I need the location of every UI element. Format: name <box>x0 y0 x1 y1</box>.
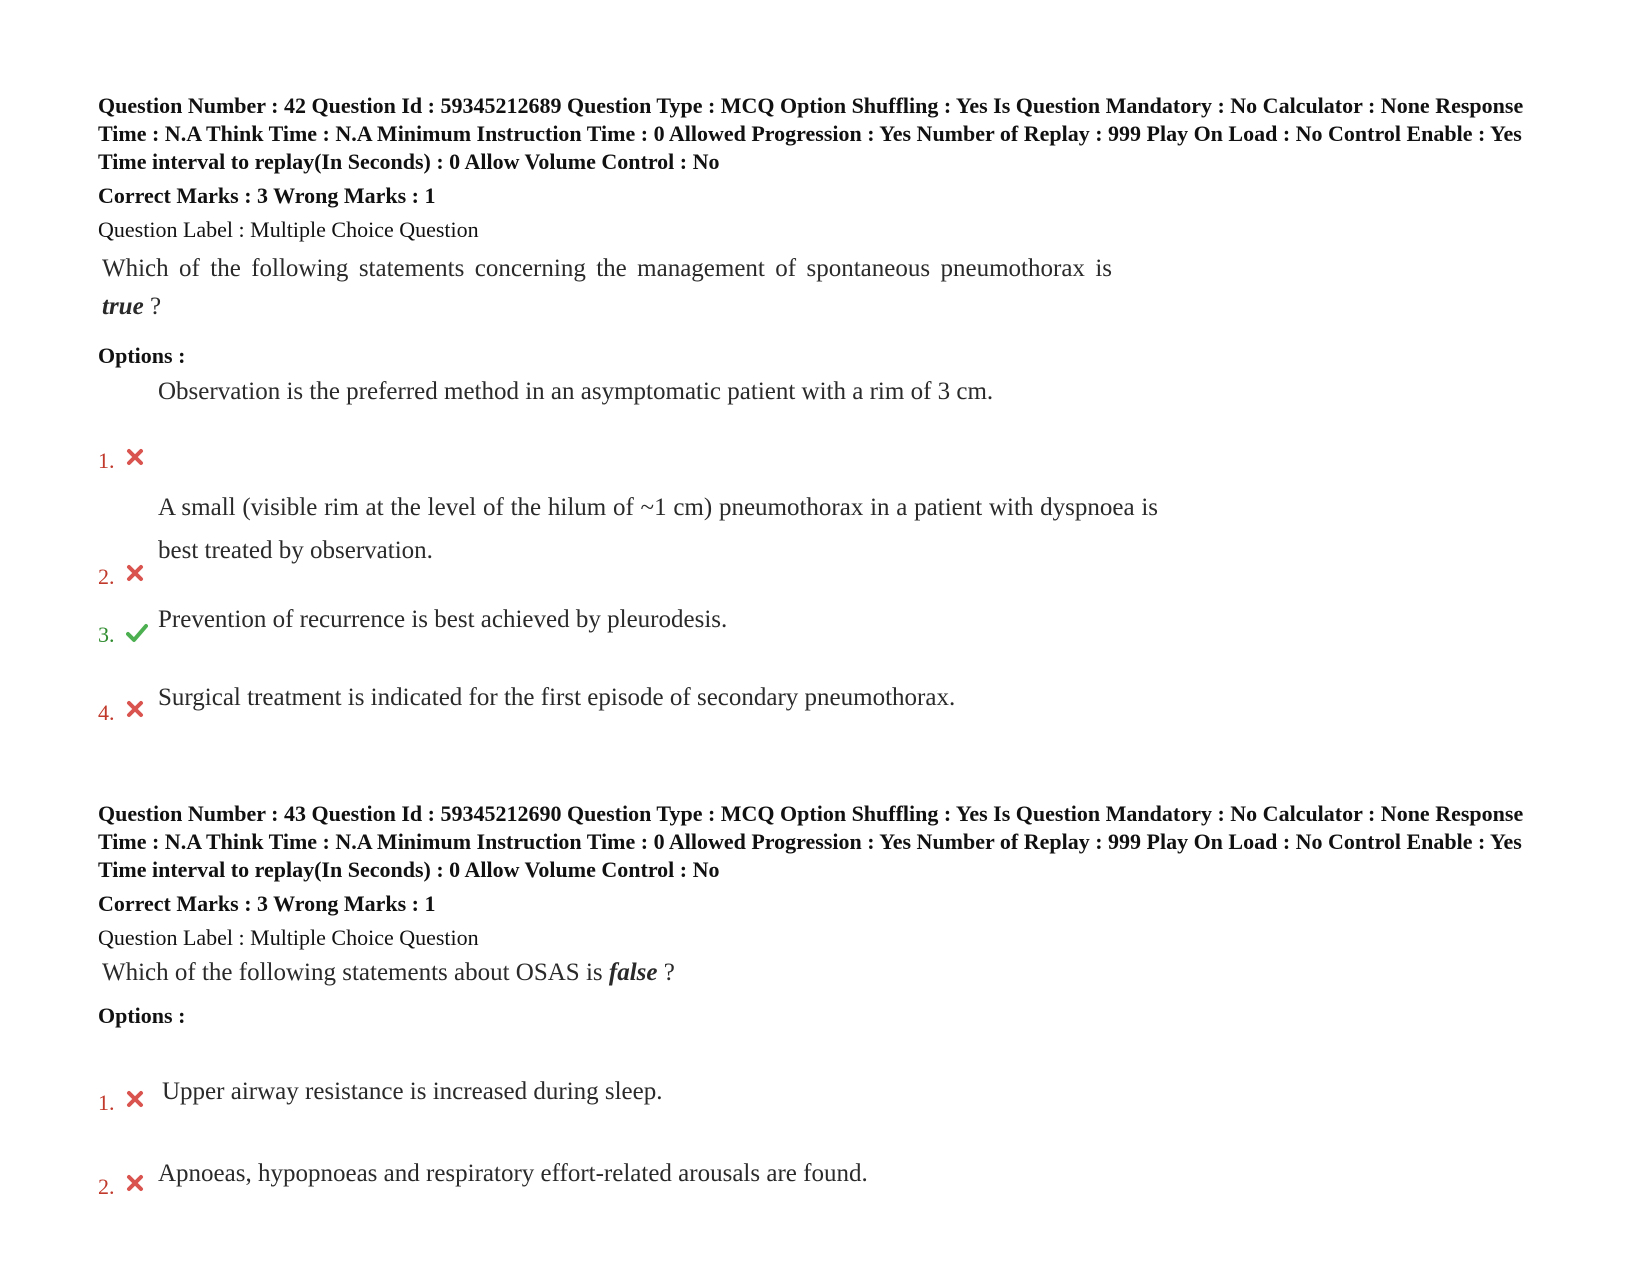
question-marks: Correct Marks : 3 Wrong Marks : 1 <box>98 183 436 208</box>
option-number: 1. <box>98 1090 115 1115</box>
check-icon <box>126 622 148 644</box>
question-meta: Question Number : 42 Question Id : 59345212689 Question Type : MCQ Option Shuffling : Yes Is Question Mandatory : No Calculator : None Response Time : N.A Think Time : N.A Minimum Instruction Time : 0 Allowed Progression : Yes Number of Replay : 999 Play On Load : No Control Enable : Yes Time interval to replay(In Seconds) : 0 Allow Volume Control : No <box>98 93 1524 174</box>
option-item <box>98 494 1198 589</box>
options-list-43 <box>98 1078 1568 1240</box>
cross-icon <box>126 448 144 466</box>
question-meta: Question Number : 43 Question Id : 59345212690 Question Type : MCQ Option Shuffling : Yes Is Question Mandatory : No Calculator : None Response Time : N.A Think Time : N.A Minimum Instruction Time : 0 Allowed Progression : Yes Number of Replay : 999 Play On Load : No Control Enable : Yes Time interval to replay(In Seconds) : 0 Allow Volume Control : No <box>98 801 1524 882</box>
option-text: Apnoeas, hypopnoeas and respiratory effort-related arousals are found. <box>158 1160 868 1187</box>
question-marks: Correct Marks : 3 Wrong Marks : 1 <box>98 891 436 916</box>
option-text: Upper airway resistance is increased during sleep. <box>162 1078 663 1105</box>
question-label: Question Label : Multiple Choice Question <box>98 217 479 242</box>
question-text-emphasis: false <box>608 959 658 986</box>
option-number: 1. <box>98 448 115 473</box>
option-item <box>98 378 1198 473</box>
options-title: Options : <box>98 1003 186 1028</box>
option-number: 3. <box>98 622 115 647</box>
option-text: Prevention of recurrence is best achieved by pleurodesis. <box>158 606 728 633</box>
question-block-43 <box>98 800 1568 1030</box>
option-number: 2. <box>98 564 115 589</box>
option-item <box>98 1160 1198 1220</box>
cross-icon <box>126 564 144 582</box>
cross-icon <box>126 1174 144 1192</box>
question-block-42 <box>98 92 1568 370</box>
options-list-42 <box>98 378 1568 762</box>
option-item <box>98 606 1198 668</box>
question-text: Which of the following statements about OSAS is false ? <box>102 959 675 986</box>
option-text: A small (visible rim at the level of the hilum of ~1 cm) pneumothorax in a patient with dyspnoea is best treated by observation. <box>158 494 1158 564</box>
option-text: Surgical treatment is indicated for the first episode of secondary pneumothorax. <box>158 684 956 711</box>
question-text: Which of the following statements concerning the management of spontaneous pneumothorax is true ? <box>102 255 1112 320</box>
option-number: 2. <box>98 1174 115 1199</box>
cross-icon <box>126 1090 144 1108</box>
option-text: Observation is the preferred method in an asymptomatic patient with a rim of 3 cm. <box>158 378 994 405</box>
option-item <box>98 1078 1198 1140</box>
options-title: Options : <box>98 343 186 368</box>
option-item <box>98 684 1198 746</box>
question-text-emphasis: true <box>102 293 144 320</box>
question-label: Question Label : Multiple Choice Question <box>98 925 479 950</box>
option-number: 4. <box>98 700 115 725</box>
cross-icon <box>126 700 144 718</box>
